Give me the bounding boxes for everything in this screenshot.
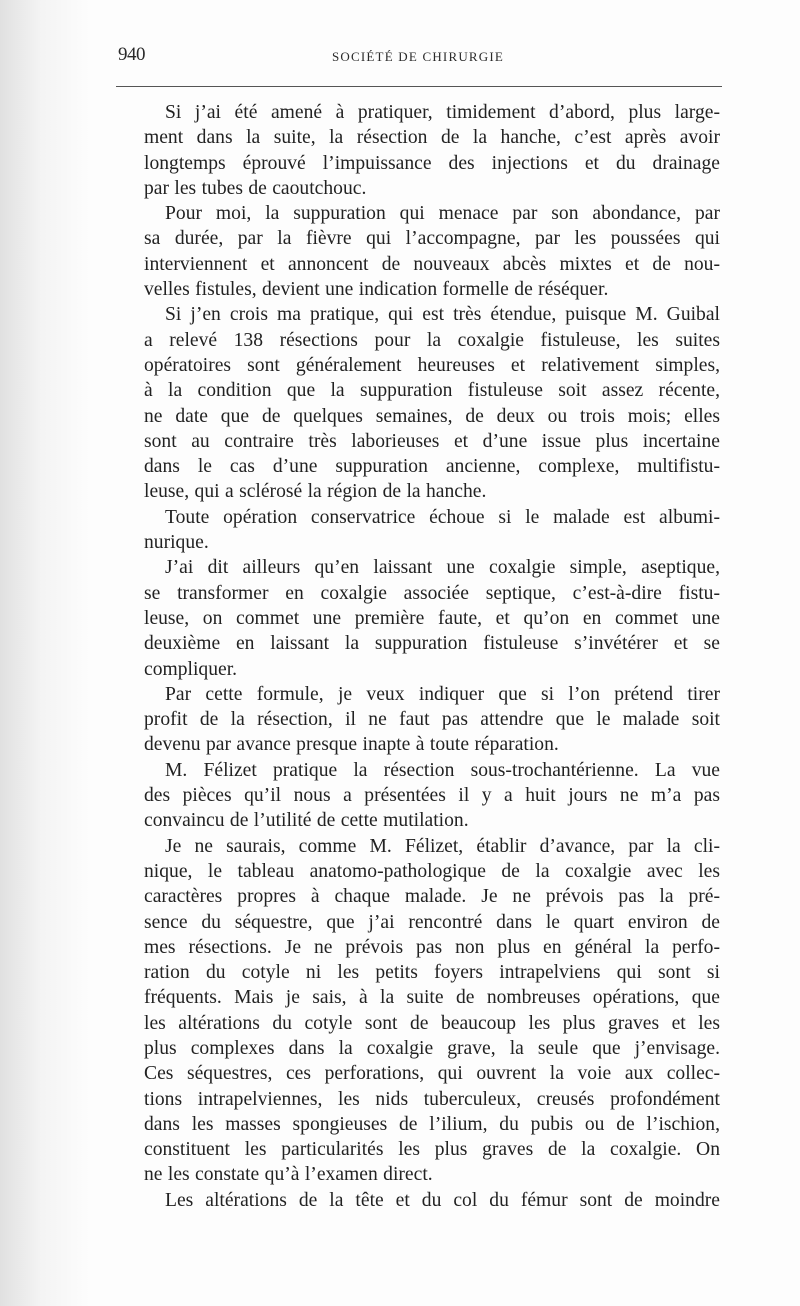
paragraph [123, 201, 720, 302]
text-line: constituent les particularités les plus graves de la coxalgie. On [144, 1139, 720, 1161]
text-line: J’ai dit ailleurs qu’en laissant une coxalgie simple, aseptique, [165, 557, 720, 579]
text-line: devenu par avance presque inapte à toute réparation. [144, 734, 559, 756]
text-line: nurique. [144, 532, 209, 554]
text-line: Je ne saurais, comme M. Félizet, établir d’avance, par la cli- [165, 835, 720, 857]
paragraph [123, 505, 720, 556]
text-line: nique, le tableau anatomo-pathologique de la coxalgie avec les [144, 860, 720, 882]
text-line: interviennent et annoncent de nouveaux abcès mixtes et de nou- [144, 253, 720, 275]
text-line: profit de la résection, il ne faut pas attendre que le malade soit [144, 709, 720, 731]
paragraph [123, 302, 720, 504]
text-line: mes résections. Je ne prévois pas non plus en général la perfo- [144, 936, 720, 958]
text-line: Si j’en crois ma pratique, qui est très étendue, puisque M. Guibal [165, 304, 720, 326]
text-line: deuxième en laissant la suppuration fistuleuse s’invétérer et se [144, 633, 720, 655]
text-line: leuse, qui a sclérosé la région de la hanche. [144, 481, 487, 503]
text-line: se transformer en coxalgie associée septique, c’est-à-dire fistu- [144, 582, 720, 604]
text-line: Par cette formule, je veux indiquer que si l’on prétend tirer [165, 683, 720, 705]
text-line: dans les masses spongieuses de l’ilium, du pubis ou de l’ischion, [144, 1113, 720, 1135]
paragraph [123, 555, 720, 681]
text-line: des pièces qu’il nous a présentées il y a huit jours ne m’a pas [144, 785, 720, 807]
text-line: ne date que de quelques semaines, de deux ou trois mois; elles [144, 405, 720, 427]
page-number: 940 [118, 44, 145, 65]
text-line: à la condition que la suppuration fistuleuse soit assez récente, [144, 380, 720, 402]
body-text [123, 100, 720, 1213]
text-line: opératoires sont généralement heureuses et relativement simples, [144, 354, 720, 376]
text-line: Toute opération conservatrice échoue si le malade est albumi- [165, 506, 720, 528]
text-line: sont au contraire très laborieuses et d’une issue plus incertaine [144, 430, 720, 452]
text-line: ne les constate qu’à l’examen direct. [144, 1164, 433, 1186]
text-line: leuse, on commet une première faute, et qu’on en commet une [144, 607, 720, 629]
text-line: compliquer. [144, 658, 238, 680]
text-line: a relevé 138 résections pour la coxalgie fistuleuse, les suites [144, 329, 720, 351]
text-line: fréquents. Mais je sais, à la suite de nombreuses opérations, que [144, 987, 720, 1009]
paragraph [123, 682, 720, 758]
text-line: Si j’ai été amené à pratiquer, timidement d’abord, plus large- [165, 102, 720, 123]
text-line: sa durée, par la fièvre qui l’accompagne, par les poussées qui [144, 228, 720, 250]
text-line: dans le cas d’une suppuration ancienne, complexe, multifistu- [144, 456, 720, 478]
paragraph [123, 834, 720, 1188]
header-rule [116, 86, 722, 87]
text-line: sence du séquestre, que j’ai rencontré dans le quart environ de [144, 911, 720, 933]
text-line: ment dans la suite, la résection de la hanche, c’est après avoir [144, 127, 720, 149]
paragraph [123, 100, 720, 201]
text-line: par les tubes de caoutchouc. [144, 177, 367, 199]
text-line: caractères propres à chaque malade. Je ne prévois pas la pré- [144, 886, 720, 908]
paragraph [123, 758, 720, 834]
text-line: M. Félizet pratique la résection sous-trochantérienne. La vue [165, 759, 720, 781]
text-line: tions intrapelviennes, les nids tuberculeux, creusés profondément [144, 1088, 720, 1110]
text-line: longtemps éprouvé l’impuissance des injections et du drainage [144, 152, 720, 174]
text-line: Pour moi, la suppuration qui menace par son abondance, par [165, 203, 720, 225]
page-header [118, 44, 720, 74]
text-line: Les altérations de la tête et du col du fémur sont de moindre [165, 1189, 720, 1211]
text-line: velles fistules, devient une indication formelle de réséquer. [144, 279, 609, 301]
text-line: convaincu de l’utilité de cette mutilation. [144, 810, 469, 832]
text-line: les altérations du cotyle sont de beaucoup les plus graves et les [144, 1012, 720, 1034]
running-title: SOCIÉTÉ DE CHIRURGIE [332, 49, 505, 64]
paragraph [123, 1188, 720, 1213]
text-line: plus complexes dans la coxalgie grave, la seule que j’envisage. [144, 1037, 720, 1059]
text-line: Ces séquestres, ces perforations, qui ouvrent la voie aux collec- [144, 1063, 720, 1085]
text-line: ration du cotyle ni les petits foyers intrapelviens qui sont si [144, 962, 720, 984]
